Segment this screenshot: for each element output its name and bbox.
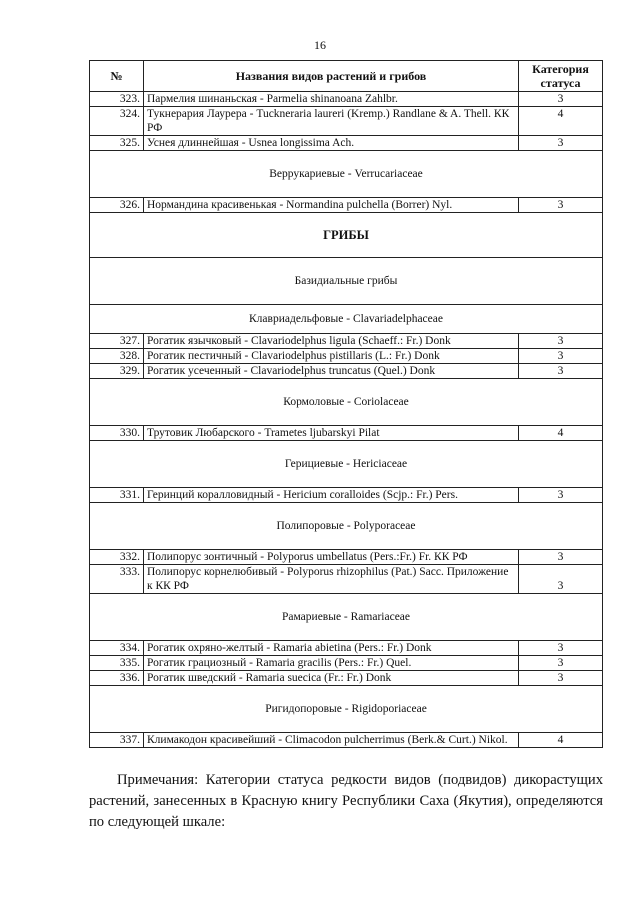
species-name: Климакодон красивейший - Climacodon pulcherrimus (Berk.& Curt.) Nikol. bbox=[144, 733, 519, 748]
status-category: 4 bbox=[519, 733, 603, 748]
species-name: Уснея длиннейшая - Usnea longissima Ach. bbox=[144, 136, 519, 151]
section-row bbox=[90, 305, 603, 334]
row-number: 325. bbox=[90, 136, 144, 151]
table-row bbox=[90, 488, 603, 503]
status-category: 3 bbox=[519, 565, 603, 594]
section-row bbox=[90, 686, 603, 733]
status-category: 3 bbox=[519, 656, 603, 671]
species-name: Рогатик пестичный - Clavariodelphus pistillaris (L.: Fr.) Donk bbox=[144, 349, 519, 364]
status-category: 3 bbox=[519, 349, 603, 364]
section-title: Ригидопоровые - Rigidoporiaceae bbox=[90, 686, 603, 733]
species-name: Трутовик Любарского - Trametes ljubarskyi Pilat bbox=[144, 426, 519, 441]
row-number: 330. bbox=[90, 426, 144, 441]
status-category: 3 bbox=[519, 550, 603, 565]
status-category: 3 bbox=[519, 364, 603, 379]
species-name: Нормандина красивенькая - Normandina pulchella (Borrer) Nyl. bbox=[144, 198, 519, 213]
row-number: 324. bbox=[90, 107, 144, 136]
status-category: 3 bbox=[519, 92, 603, 107]
section-title: ГРИБЫ bbox=[90, 213, 603, 258]
table-row bbox=[90, 641, 603, 656]
species-name: Полипорус корнелюбивый - Polyporus rhizophilus (Pat.) Sacc. Приложение к КК РФ bbox=[144, 565, 519, 594]
table-row bbox=[90, 671, 603, 686]
section-title: Полипоровые - Polyporaceae bbox=[90, 503, 603, 550]
section-row bbox=[90, 151, 603, 198]
table-row bbox=[90, 198, 603, 213]
table-body bbox=[90, 92, 603, 748]
section-title: Рамариевые - Ramariaceae bbox=[90, 594, 603, 641]
table-row bbox=[90, 107, 603, 136]
species-table bbox=[89, 60, 603, 748]
row-number: 327. bbox=[90, 334, 144, 349]
section-title: Герициевые - Hericiaceae bbox=[90, 441, 603, 488]
section-row bbox=[90, 258, 603, 305]
section-title: Кормоловые - Coriolaceae bbox=[90, 379, 603, 426]
species-name: Рогатик язычковый - Clavariodelphus ligula (Schaeff.: Fr.) Donk bbox=[144, 334, 519, 349]
row-number: 328. bbox=[90, 349, 144, 364]
status-category: 3 bbox=[519, 198, 603, 213]
status-category: 3 bbox=[519, 671, 603, 686]
table-header-row bbox=[90, 61, 603, 92]
species-name: Тукнерария Лаурера - Tuckneraria laureri (Kremp.) Randlane & A. Thell. КК РФ bbox=[144, 107, 519, 136]
section-row bbox=[90, 594, 603, 641]
notes-paragraph bbox=[89, 770, 603, 833]
status-category: 4 bbox=[519, 107, 603, 136]
status-category: 4 bbox=[519, 426, 603, 441]
row-number: 333. bbox=[90, 565, 144, 594]
table-row bbox=[90, 364, 603, 379]
table-row bbox=[90, 136, 603, 151]
species-name: Рогатик грациозный - Ramaria gracilis (Pers.: Fr.) Quel. bbox=[144, 656, 519, 671]
section-row bbox=[90, 379, 603, 426]
section-row bbox=[90, 213, 603, 258]
section-title: Клавриадельфовые - Clavariadelphaceae bbox=[90, 305, 603, 334]
table-row bbox=[90, 426, 603, 441]
row-number: 331. bbox=[90, 488, 144, 503]
notes-text: Примечания: Категории статуса редкости видов (подвидов) дикорастущих растений, занесенных в Красную книгу Республики Саха (Якутия), определяются по следующей шкале: bbox=[89, 772, 603, 830]
row-number: 336. bbox=[90, 671, 144, 686]
species-name: Рогатик усеченный - Clavariodelphus truncatus (Quel.) Donk bbox=[144, 364, 519, 379]
status-category: 3 bbox=[519, 334, 603, 349]
table-row bbox=[90, 349, 603, 364]
section-title: Веррукариевые - Verrucariaceae bbox=[90, 151, 603, 198]
row-number: 332. bbox=[90, 550, 144, 565]
page-number: 16 bbox=[314, 38, 326, 52]
row-number: 337. bbox=[90, 733, 144, 748]
section-title: Базидиальные грибы bbox=[90, 258, 603, 305]
table-row bbox=[90, 733, 603, 748]
row-number: 334. bbox=[90, 641, 144, 656]
status-category: 3 bbox=[519, 488, 603, 503]
species-name: Рогатик охряно-желтый - Ramaria abietina (Pers.: Fr.) Donk bbox=[144, 641, 519, 656]
status-category: 3 bbox=[519, 136, 603, 151]
row-number: 323. bbox=[90, 92, 144, 107]
species-name: Геринций коралловидный - Hericium coralloides (Scjp.: Fr.) Pers. bbox=[144, 488, 519, 503]
table-row bbox=[90, 334, 603, 349]
header-num: № bbox=[90, 61, 144, 92]
status-category: 3 bbox=[519, 641, 603, 656]
row-number: 329. bbox=[90, 364, 144, 379]
table-row bbox=[90, 656, 603, 671]
row-number: 326. bbox=[90, 198, 144, 213]
row-number: 335. bbox=[90, 656, 144, 671]
species-name: Полипорус зонтичный - Polyporus umbellatus (Pers.:Fr.) Fr. КК РФ bbox=[144, 550, 519, 565]
table-row bbox=[90, 550, 603, 565]
header-category: Категория статуса bbox=[519, 61, 603, 92]
table-row bbox=[90, 565, 603, 594]
header-name: Названия видов растений и грибов bbox=[144, 61, 519, 92]
table-row bbox=[90, 92, 603, 107]
section-row bbox=[90, 441, 603, 488]
species-name: Рогатик шведский - Ramaria suecica (Fr.: Fr.) Donk bbox=[144, 671, 519, 686]
section-row bbox=[90, 503, 603, 550]
species-name: Пармелия шинаньская - Parmelia shinanoana Zahlbr. bbox=[144, 92, 519, 107]
